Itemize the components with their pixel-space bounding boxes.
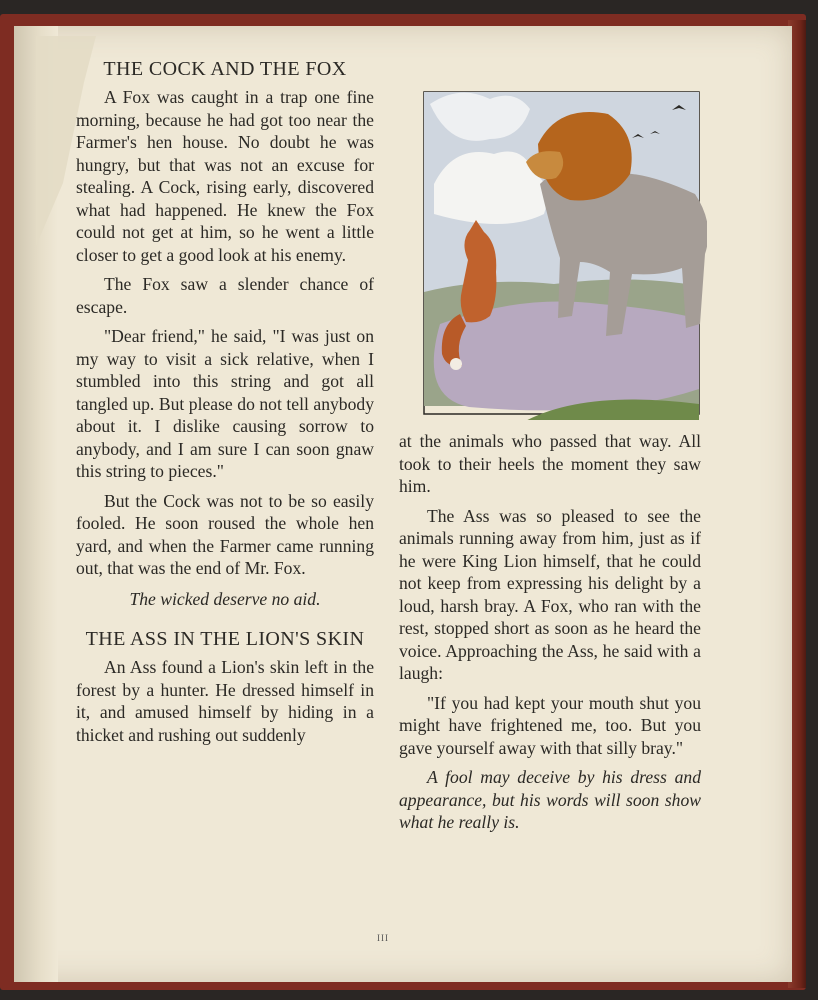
moral-cock-and-fox: The wicked deserve no aid. bbox=[129, 588, 321, 609]
paragraph: But the Cock was not to be so easily fooled. He soon roused the whole hen yard, and when the Farmer came running out, that was the end of Mr. Fox. bbox=[76, 490, 374, 578]
paragraph: The Fox saw a slender chance of escape. bbox=[76, 274, 374, 317]
paragraph: A Fox was caught in a trap one fine morning, because he had got too near the Farmer's hen house. No doubt he was hungry, but that was not an excuse for stealing. A Cock, rising early, discovered what had happened. He knew the Fox could not get at him, so he went a little closer to get a good look at his enemy. bbox=[76, 87, 374, 265]
paragraph: The Ass was so pleased to see the animals running away from him, just as if he were King Lion himself, that he could not keep from expressing his delight by a loud, harsh bray. A Fox, who ran with the rest, stopped short as soon as he heard the voice. Approaching the Ass, he said with a laugh: bbox=[399, 505, 701, 683]
page-number: III bbox=[377, 933, 389, 943]
left-column bbox=[76, 58, 374, 753]
fable-illustration bbox=[410, 64, 707, 420]
story-title-cock-and-fox: THE COCK AND THE FOX bbox=[103, 58, 347, 80]
paragraph: "Dear friend," he said, "I was just on my way to visit a sick relative, when I stumbled into this string and got all tangled up. But please do not tell anybody about it. I dislike causing sorrow to anybody, and I am sure I can soon gnaw this string to pieces." bbox=[76, 326, 374, 481]
paragraph: An Ass found a Lion's skin left in the forest by a hunter. He dressed himself in it, and amused himself by hiding in a thicket and rushing out suddenly bbox=[76, 657, 374, 745]
moral-ass-in-lion-skin: A fool may deceive by his dress and appearance, but his words will soon show what he really is. bbox=[399, 767, 701, 832]
story-title-ass-in-lion-skin: THE ASS IN THE LION'S SKIN bbox=[85, 628, 365, 650]
paragraph: at the animals who passed that way. All took to their heels the moment they saw him. bbox=[399, 431, 701, 496]
paragraph: "If you had kept your mouth shut you might have frightened me, too. But you gave yourself away with that silly bray." bbox=[399, 692, 701, 758]
right-column bbox=[399, 430, 701, 841]
